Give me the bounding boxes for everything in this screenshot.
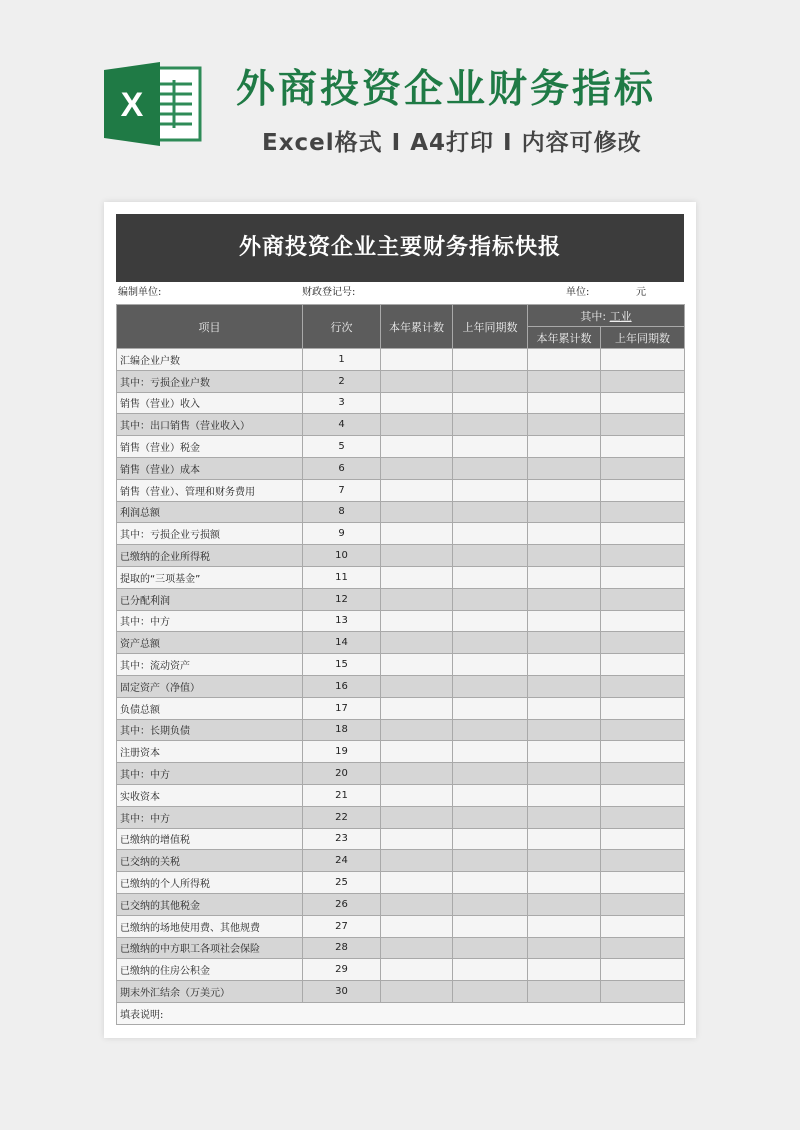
- money-value: 元: [636, 287, 646, 298]
- row-item-label: 销售（营业）税金: [117, 436, 303, 458]
- sub-ytd-cell[interactable]: [528, 436, 601, 458]
- ytd-cell[interactable]: [381, 937, 453, 959]
- table-row: [117, 937, 685, 959]
- row-number: 24: [303, 850, 381, 872]
- row-item-label: 其中：长期负债: [117, 719, 303, 741]
- row-number: 3: [303, 392, 381, 414]
- unit-label: 编制单位:: [118, 287, 162, 298]
- header-row-no: 行次: [303, 305, 381, 349]
- row-number: 20: [303, 763, 381, 785]
- sub-prev-cell[interactable]: [601, 392, 685, 414]
- sub-ytd-cell[interactable]: [528, 981, 601, 1003]
- sub-prev-cell[interactable]: [601, 479, 685, 501]
- sub-ytd-cell[interactable]: [528, 697, 601, 719]
- logo-letter: X: [120, 86, 144, 124]
- prev-cell[interactable]: [453, 545, 528, 567]
- row-item-label: 负债总额: [117, 697, 303, 719]
- prev-cell[interactable]: [453, 392, 528, 414]
- sub-prev-cell[interactable]: [601, 436, 685, 458]
- row-number: 17: [303, 697, 381, 719]
- row-number: 23: [303, 828, 381, 850]
- table-row: [117, 806, 685, 828]
- table-row: [117, 654, 685, 676]
- sub-prev-cell[interactable]: [601, 370, 685, 392]
- prev-cell[interactable]: [453, 414, 528, 436]
- ytd-cell[interactable]: [381, 697, 453, 719]
- table-row: [117, 414, 685, 436]
- row-item-label: 已分配利润: [117, 588, 303, 610]
- sub-ytd-cell[interactable]: [528, 349, 601, 371]
- sheet-title: 外商投资企业主要财务指标快报: [116, 214, 684, 282]
- row-item-label: 其中：流动资产: [117, 654, 303, 676]
- sub-prev-cell[interactable]: [601, 981, 685, 1003]
- table-row: [117, 566, 685, 588]
- row-number: 7: [303, 479, 381, 501]
- ytd-cell[interactable]: [381, 981, 453, 1003]
- excel-logo-icon: [104, 62, 204, 146]
- ytd-cell[interactable]: [381, 850, 453, 872]
- note-label[interactable]: 填表说明:: [117, 1002, 685, 1024]
- prev-cell[interactable]: [453, 937, 528, 959]
- ytd-cell[interactable]: [381, 392, 453, 414]
- sub-ytd-cell[interactable]: [528, 828, 601, 850]
- sub-ytd-cell[interactable]: [528, 479, 601, 501]
- row-item-label: 销售（营业）、管理和财务费用: [117, 479, 303, 501]
- table-row: [117, 436, 685, 458]
- row-number: 29: [303, 959, 381, 981]
- prev-cell[interactable]: [453, 915, 528, 937]
- row-number: 11: [303, 566, 381, 588]
- sub-ytd-cell[interactable]: [528, 501, 601, 523]
- ytd-cell[interactable]: [381, 501, 453, 523]
- ytd-cell[interactable]: [381, 588, 453, 610]
- row-number: 6: [303, 457, 381, 479]
- sub-prev-cell[interactable]: [601, 763, 685, 785]
- row-item-label: 其中：亏损企业户数: [117, 370, 303, 392]
- row-number: 30: [303, 981, 381, 1003]
- ytd-cell[interactable]: [381, 610, 453, 632]
- row-item-label: 已交纳的关税: [117, 850, 303, 872]
- header-group-name: 工业: [609, 309, 632, 323]
- row-number: 16: [303, 675, 381, 697]
- ytd-cell[interactable]: [381, 436, 453, 458]
- prev-cell[interactable]: [453, 457, 528, 479]
- prev-cell[interactable]: [453, 370, 528, 392]
- table-row: [117, 872, 685, 894]
- table-row: [117, 893, 685, 915]
- row-item-label: 注册资本: [117, 741, 303, 763]
- sub-ytd-cell[interactable]: [528, 545, 601, 567]
- table-row: [117, 741, 685, 763]
- table-row: [117, 915, 685, 937]
- sub-ytd-cell[interactable]: [528, 806, 601, 828]
- sub-ytd-cell[interactable]: [528, 675, 601, 697]
- row-item-label: 已缴纳的场地使用费、其他规费: [117, 915, 303, 937]
- indicator-table: [116, 304, 685, 1025]
- ytd-cell[interactable]: [381, 457, 453, 479]
- sub-prev-cell[interactable]: [601, 697, 685, 719]
- reg-label: 财政登记号:: [302, 287, 356, 298]
- row-item-label: 已交纳的其他税金: [117, 893, 303, 915]
- sub-prev-cell[interactable]: [601, 566, 685, 588]
- banner: [0, 0, 800, 200]
- row-number: 18: [303, 719, 381, 741]
- table-row: [117, 545, 685, 567]
- header-item: 项目: [117, 305, 303, 349]
- sub-ytd-cell[interactable]: [528, 741, 601, 763]
- sub-prev-cell[interactable]: [601, 588, 685, 610]
- sub-ytd-cell[interactable]: [528, 893, 601, 915]
- row-item-label: 已缴纳的增值税: [117, 828, 303, 850]
- sub-prev-cell[interactable]: [601, 806, 685, 828]
- ytd-cell[interactable]: [381, 872, 453, 894]
- prev-cell[interactable]: [453, 349, 528, 371]
- ytd-cell[interactable]: [381, 675, 453, 697]
- row-item-label: 其中：出口销售（营业收入）: [117, 414, 303, 436]
- sub-prev-cell[interactable]: [601, 828, 685, 850]
- prev-cell[interactable]: [453, 610, 528, 632]
- ytd-cell[interactable]: [381, 959, 453, 981]
- table-row: [117, 349, 685, 371]
- sub-ytd-cell[interactable]: [528, 654, 601, 676]
- prev-cell[interactable]: [453, 959, 528, 981]
- table-row: [117, 675, 685, 697]
- row-item-label: 其中：中方: [117, 763, 303, 785]
- row-number: 8: [303, 501, 381, 523]
- ytd-cell[interactable]: [381, 479, 453, 501]
- header-sub-prev: 上年同期数: [601, 327, 685, 349]
- prev-cell[interactable]: [453, 872, 528, 894]
- row-number: 21: [303, 784, 381, 806]
- sub-ytd-cell[interactable]: [528, 523, 601, 545]
- sub-prev-cell[interactable]: [601, 632, 685, 654]
- sub-ytd-cell[interactable]: [528, 850, 601, 872]
- sub-prev-cell[interactable]: [601, 850, 685, 872]
- prev-cell[interactable]: [453, 697, 528, 719]
- table-row: [117, 697, 685, 719]
- sub-prev-cell[interactable]: [601, 523, 685, 545]
- sub-prev-cell[interactable]: [601, 501, 685, 523]
- prev-cell[interactable]: [453, 828, 528, 850]
- prev-cell[interactable]: [453, 719, 528, 741]
- ytd-cell[interactable]: [381, 566, 453, 588]
- ytd-cell[interactable]: [381, 806, 453, 828]
- prev-cell[interactable]: [453, 850, 528, 872]
- row-item-label: 提取的“三项基金”: [117, 566, 303, 588]
- row-number: 15: [303, 654, 381, 676]
- row-item-label: 其中：中方: [117, 806, 303, 828]
- table-row: [117, 370, 685, 392]
- table-row: [117, 501, 685, 523]
- prev-cell[interactable]: [453, 523, 528, 545]
- sub-prev-cell[interactable]: [601, 959, 685, 981]
- row-number: 13: [303, 610, 381, 632]
- header-prev: 上年同期数: [453, 305, 528, 349]
- row-item-label: 期末外汇结余（万美元）: [117, 981, 303, 1003]
- row-item-label: 其中：亏损企业亏损额: [117, 523, 303, 545]
- ytd-cell[interactable]: [381, 719, 453, 741]
- prev-cell[interactable]: [453, 566, 528, 588]
- row-item-label: 其中：中方: [117, 610, 303, 632]
- sub-prev-cell[interactable]: [601, 784, 685, 806]
- sub-prev-cell[interactable]: [601, 915, 685, 937]
- row-item-label: 已缴纳的中方职工各项社会保险: [117, 937, 303, 959]
- note-row: [117, 1002, 685, 1024]
- row-number: 1: [303, 349, 381, 371]
- table-row: [117, 523, 685, 545]
- table-row: [117, 959, 685, 981]
- ytd-cell[interactable]: [381, 915, 453, 937]
- row-item-label: 汇编企业户数: [117, 349, 303, 371]
- ytd-cell[interactable]: [381, 349, 453, 371]
- row-number: 26: [303, 893, 381, 915]
- sub-prev-cell[interactable]: [601, 545, 685, 567]
- row-item-label: 销售（营业）收入: [117, 392, 303, 414]
- sub-prev-cell[interactable]: [601, 654, 685, 676]
- row-number: 5: [303, 436, 381, 458]
- sub-prev-cell[interactable]: [601, 610, 685, 632]
- sub-ytd-cell[interactable]: [528, 719, 601, 741]
- prev-cell[interactable]: [453, 981, 528, 1003]
- prev-cell[interactable]: [453, 436, 528, 458]
- prev-cell[interactable]: [453, 806, 528, 828]
- sub-ytd-cell[interactable]: [528, 784, 601, 806]
- table-row: [117, 763, 685, 785]
- row-item-label: 资产总额: [117, 632, 303, 654]
- sub-ytd-cell[interactable]: [528, 370, 601, 392]
- row-number: 10: [303, 545, 381, 567]
- table-row: [117, 392, 685, 414]
- sub-ytd-cell[interactable]: [528, 937, 601, 959]
- sub-ytd-cell[interactable]: [528, 392, 601, 414]
- prev-cell[interactable]: [453, 675, 528, 697]
- prev-cell[interactable]: [453, 632, 528, 654]
- prev-cell[interactable]: [453, 784, 528, 806]
- sub-prev-cell[interactable]: [601, 675, 685, 697]
- prev-cell[interactable]: [453, 501, 528, 523]
- banner-subtitle: Excel格式 I A4打印 I 内容可修改: [262, 130, 642, 156]
- sub-prev-cell[interactable]: [601, 741, 685, 763]
- table-row: [117, 719, 685, 741]
- info-row: [116, 282, 684, 304]
- table-row: [117, 632, 685, 654]
- prev-cell[interactable]: [453, 763, 528, 785]
- table-row: [117, 457, 685, 479]
- spreadsheet-page: [104, 202, 696, 1038]
- prev-cell[interactable]: [453, 893, 528, 915]
- ytd-cell[interactable]: [381, 632, 453, 654]
- ytd-cell[interactable]: [381, 654, 453, 676]
- table-row: [117, 981, 685, 1003]
- sub-ytd-cell[interactable]: [528, 610, 601, 632]
- ytd-cell[interactable]: [381, 763, 453, 785]
- sub-prev-cell[interactable]: [601, 414, 685, 436]
- ytd-cell[interactable]: [381, 545, 453, 567]
- ytd-cell[interactable]: [381, 828, 453, 850]
- row-number: 12: [303, 588, 381, 610]
- prev-cell[interactable]: [453, 479, 528, 501]
- banner-title: 外商投资企业财务指标: [236, 67, 657, 112]
- table-row: [117, 784, 685, 806]
- sub-prev-cell[interactable]: [601, 719, 685, 741]
- header-group-prefix: 其中:: [580, 309, 607, 323]
- row-number: 14: [303, 632, 381, 654]
- sub-ytd-cell[interactable]: [528, 959, 601, 981]
- table-row: [117, 588, 685, 610]
- table-row: [117, 610, 685, 632]
- money-label: 单位:: [566, 287, 590, 298]
- table-row: [117, 850, 685, 872]
- row-number: 9: [303, 523, 381, 545]
- row-item-label: 已缴纳的个人所得税: [117, 872, 303, 894]
- sub-ytd-cell[interactable]: [528, 915, 601, 937]
- ytd-cell[interactable]: [381, 414, 453, 436]
- sub-prev-cell[interactable]: [601, 349, 685, 371]
- sub-ytd-cell[interactable]: [528, 763, 601, 785]
- sub-ytd-cell[interactable]: [528, 566, 601, 588]
- row-item-label: 利润总额: [117, 501, 303, 523]
- row-number: 19: [303, 741, 381, 763]
- table-row: [117, 479, 685, 501]
- ytd-cell[interactable]: [381, 523, 453, 545]
- sub-ytd-cell[interactable]: [528, 588, 601, 610]
- sub-prev-cell[interactable]: [601, 937, 685, 959]
- row-number: 27: [303, 915, 381, 937]
- row-item-label: 固定资产（净值）: [117, 675, 303, 697]
- prev-cell[interactable]: [453, 588, 528, 610]
- ytd-cell[interactable]: [381, 784, 453, 806]
- sub-prev-cell[interactable]: [601, 872, 685, 894]
- ytd-cell[interactable]: [381, 741, 453, 763]
- sub-ytd-cell[interactable]: [528, 872, 601, 894]
- header-ytd: 本年累计数: [381, 305, 453, 349]
- row-number: 28: [303, 937, 381, 959]
- sub-ytd-cell[interactable]: [528, 632, 601, 654]
- row-item-label: 已缴纳的企业所得税: [117, 545, 303, 567]
- table-row: [117, 828, 685, 850]
- row-number: 25: [303, 872, 381, 894]
- prev-cell[interactable]: [453, 654, 528, 676]
- row-item-label: 实收资本: [117, 784, 303, 806]
- sub-ytd-cell[interactable]: [528, 414, 601, 436]
- header-group: [528, 305, 685, 327]
- row-number: 2: [303, 370, 381, 392]
- prev-cell[interactable]: [453, 741, 528, 763]
- sub-prev-cell[interactable]: [601, 457, 685, 479]
- row-item-label: 销售（营业）成本: [117, 457, 303, 479]
- row-number: 4: [303, 414, 381, 436]
- header-sub-ytd: 本年累计数: [528, 327, 601, 349]
- row-number: 22: [303, 806, 381, 828]
- ytd-cell[interactable]: [381, 370, 453, 392]
- sub-ytd-cell[interactable]: [528, 457, 601, 479]
- sub-prev-cell[interactable]: [601, 893, 685, 915]
- row-item-label: 已缴纳的住房公积金: [117, 959, 303, 981]
- ytd-cell[interactable]: [381, 893, 453, 915]
- table-body: [117, 349, 685, 1025]
